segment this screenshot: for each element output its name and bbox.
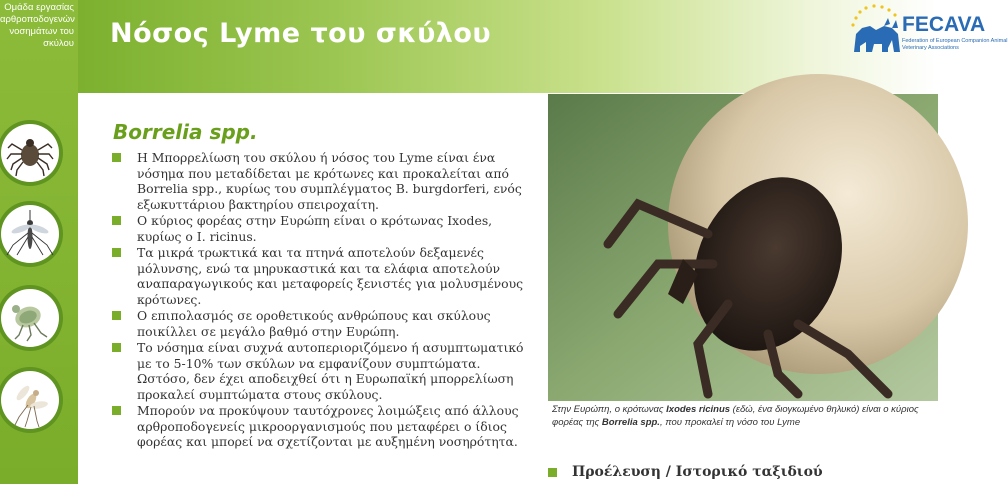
bullet-square-icon bbox=[112, 216, 121, 225]
list-item bbox=[112, 308, 537, 339]
bullet-square-icon bbox=[548, 468, 557, 477]
bullet-square-icon bbox=[112, 343, 121, 352]
bullet-text: Ο επιπολασμός σε οροθετικούς ανθρώπους και σκύλους ποικίλλει σε μεγάλο βαθμό στην Ευρώπη. bbox=[137, 308, 491, 339]
bullet-square-icon bbox=[112, 248, 121, 257]
tick-icon bbox=[1, 124, 59, 182]
bullet-square-icon bbox=[112, 406, 121, 415]
mosquito-icon bbox=[1, 205, 59, 263]
bullet-text: Η Μπορρελίωση του σκύλου ή νόσος του Lyme είναι ένα νόσημα που μεταδίδεται με κρότωνες και προκαλείται από Borrelia spp., κυρίως του συμπλέγματος B. burgdorferi, ενός εξωκυττάριου βακτηρίου σπειροχαίτη. bbox=[137, 150, 522, 212]
section-heading-text: Προέλευση / Ιστορικό ταξιδιού bbox=[572, 464, 823, 480]
logo-name: FECAVA bbox=[902, 13, 986, 36]
caption-species: Ixodes ricinus bbox=[666, 404, 731, 415]
sandfly-icon bbox=[1, 371, 59, 429]
bullet-list bbox=[112, 150, 537, 451]
section-heading-origin bbox=[548, 464, 823, 480]
fecava-emblem-icon bbox=[848, 4, 906, 60]
caption-text-2: (εδώ, ένα διογκωμένο θηλυκό) είναι ο κύριος φορέας της bbox=[552, 404, 919, 428]
list-item bbox=[112, 150, 537, 212]
tick-photo bbox=[548, 94, 938, 401]
flea-icon bbox=[1, 289, 59, 347]
bullet-text: Ο κύριος φορέας στην Ευρώπη είναι ο κρότωνας Ixodes, κυρίως ο I. ricinus. bbox=[137, 213, 493, 244]
fecava-logo bbox=[848, 4, 1008, 62]
working-group-label: Ομάδα εργασίας αρθροποδογενών νοσημάτων του σκύλου bbox=[0, 2, 75, 49]
section-title: Borrelia spp. bbox=[113, 120, 258, 144]
page-title: Νόσος Lyme του σκύλου bbox=[110, 18, 492, 49]
list-item bbox=[112, 403, 537, 450]
caption-genus: Borrelia spp. bbox=[601, 416, 660, 428]
list-item bbox=[112, 213, 537, 244]
bullet-text: Το νόσημα είναι συχνά αυτοπεριοριζόμενο ή ασυμπτωματικό με το 5-10% των σκύλων να εμφανίζουν συμπτώματα. Ωστόσο, δεν έχει αποδειχθεί ότι η Ευρωπαϊκή μπορρελίωση προκαλεί συμπτώματα στους σκύλους. bbox=[137, 340, 524, 402]
list-item bbox=[112, 340, 537, 402]
bullet-text: Μπορούν να προκύψουν ταυτόχρονες λοιμώξεις από άλλους αρθροποδογενείς μικροοργανισμούς που μεταφέρει ο ίδιος φορέας και μπορεί να σχετίζονται με αυξημένη νοσηρότητα. bbox=[137, 403, 519, 449]
photo-caption bbox=[552, 404, 932, 429]
bullet-text: Τα μικρά τρωκτικά και τα πτηνά αποτελούν δεξαμενές μόλυνσης, ενώ τα μηρυκαστικά και τα ελάφια αποτελούν αναπαραγωγικούς και μεταφορείς ξενιστές για μολυσμένους κρότωνες. bbox=[137, 245, 524, 307]
caption-text-3: , που προκαλεί τη νόσο του Lyme bbox=[659, 416, 801, 428]
list-item bbox=[112, 245, 537, 307]
sidebar bbox=[0, 0, 78, 484]
bullet-square-icon bbox=[112, 153, 121, 162]
bullet-square-icon bbox=[112, 311, 121, 320]
caption-text-1: Στην Ευρώπη, ο κρότωνας bbox=[552, 404, 667, 415]
logo-subtitle: Federation of European Companion Animal Veterinary Associations bbox=[902, 38, 1008, 51]
